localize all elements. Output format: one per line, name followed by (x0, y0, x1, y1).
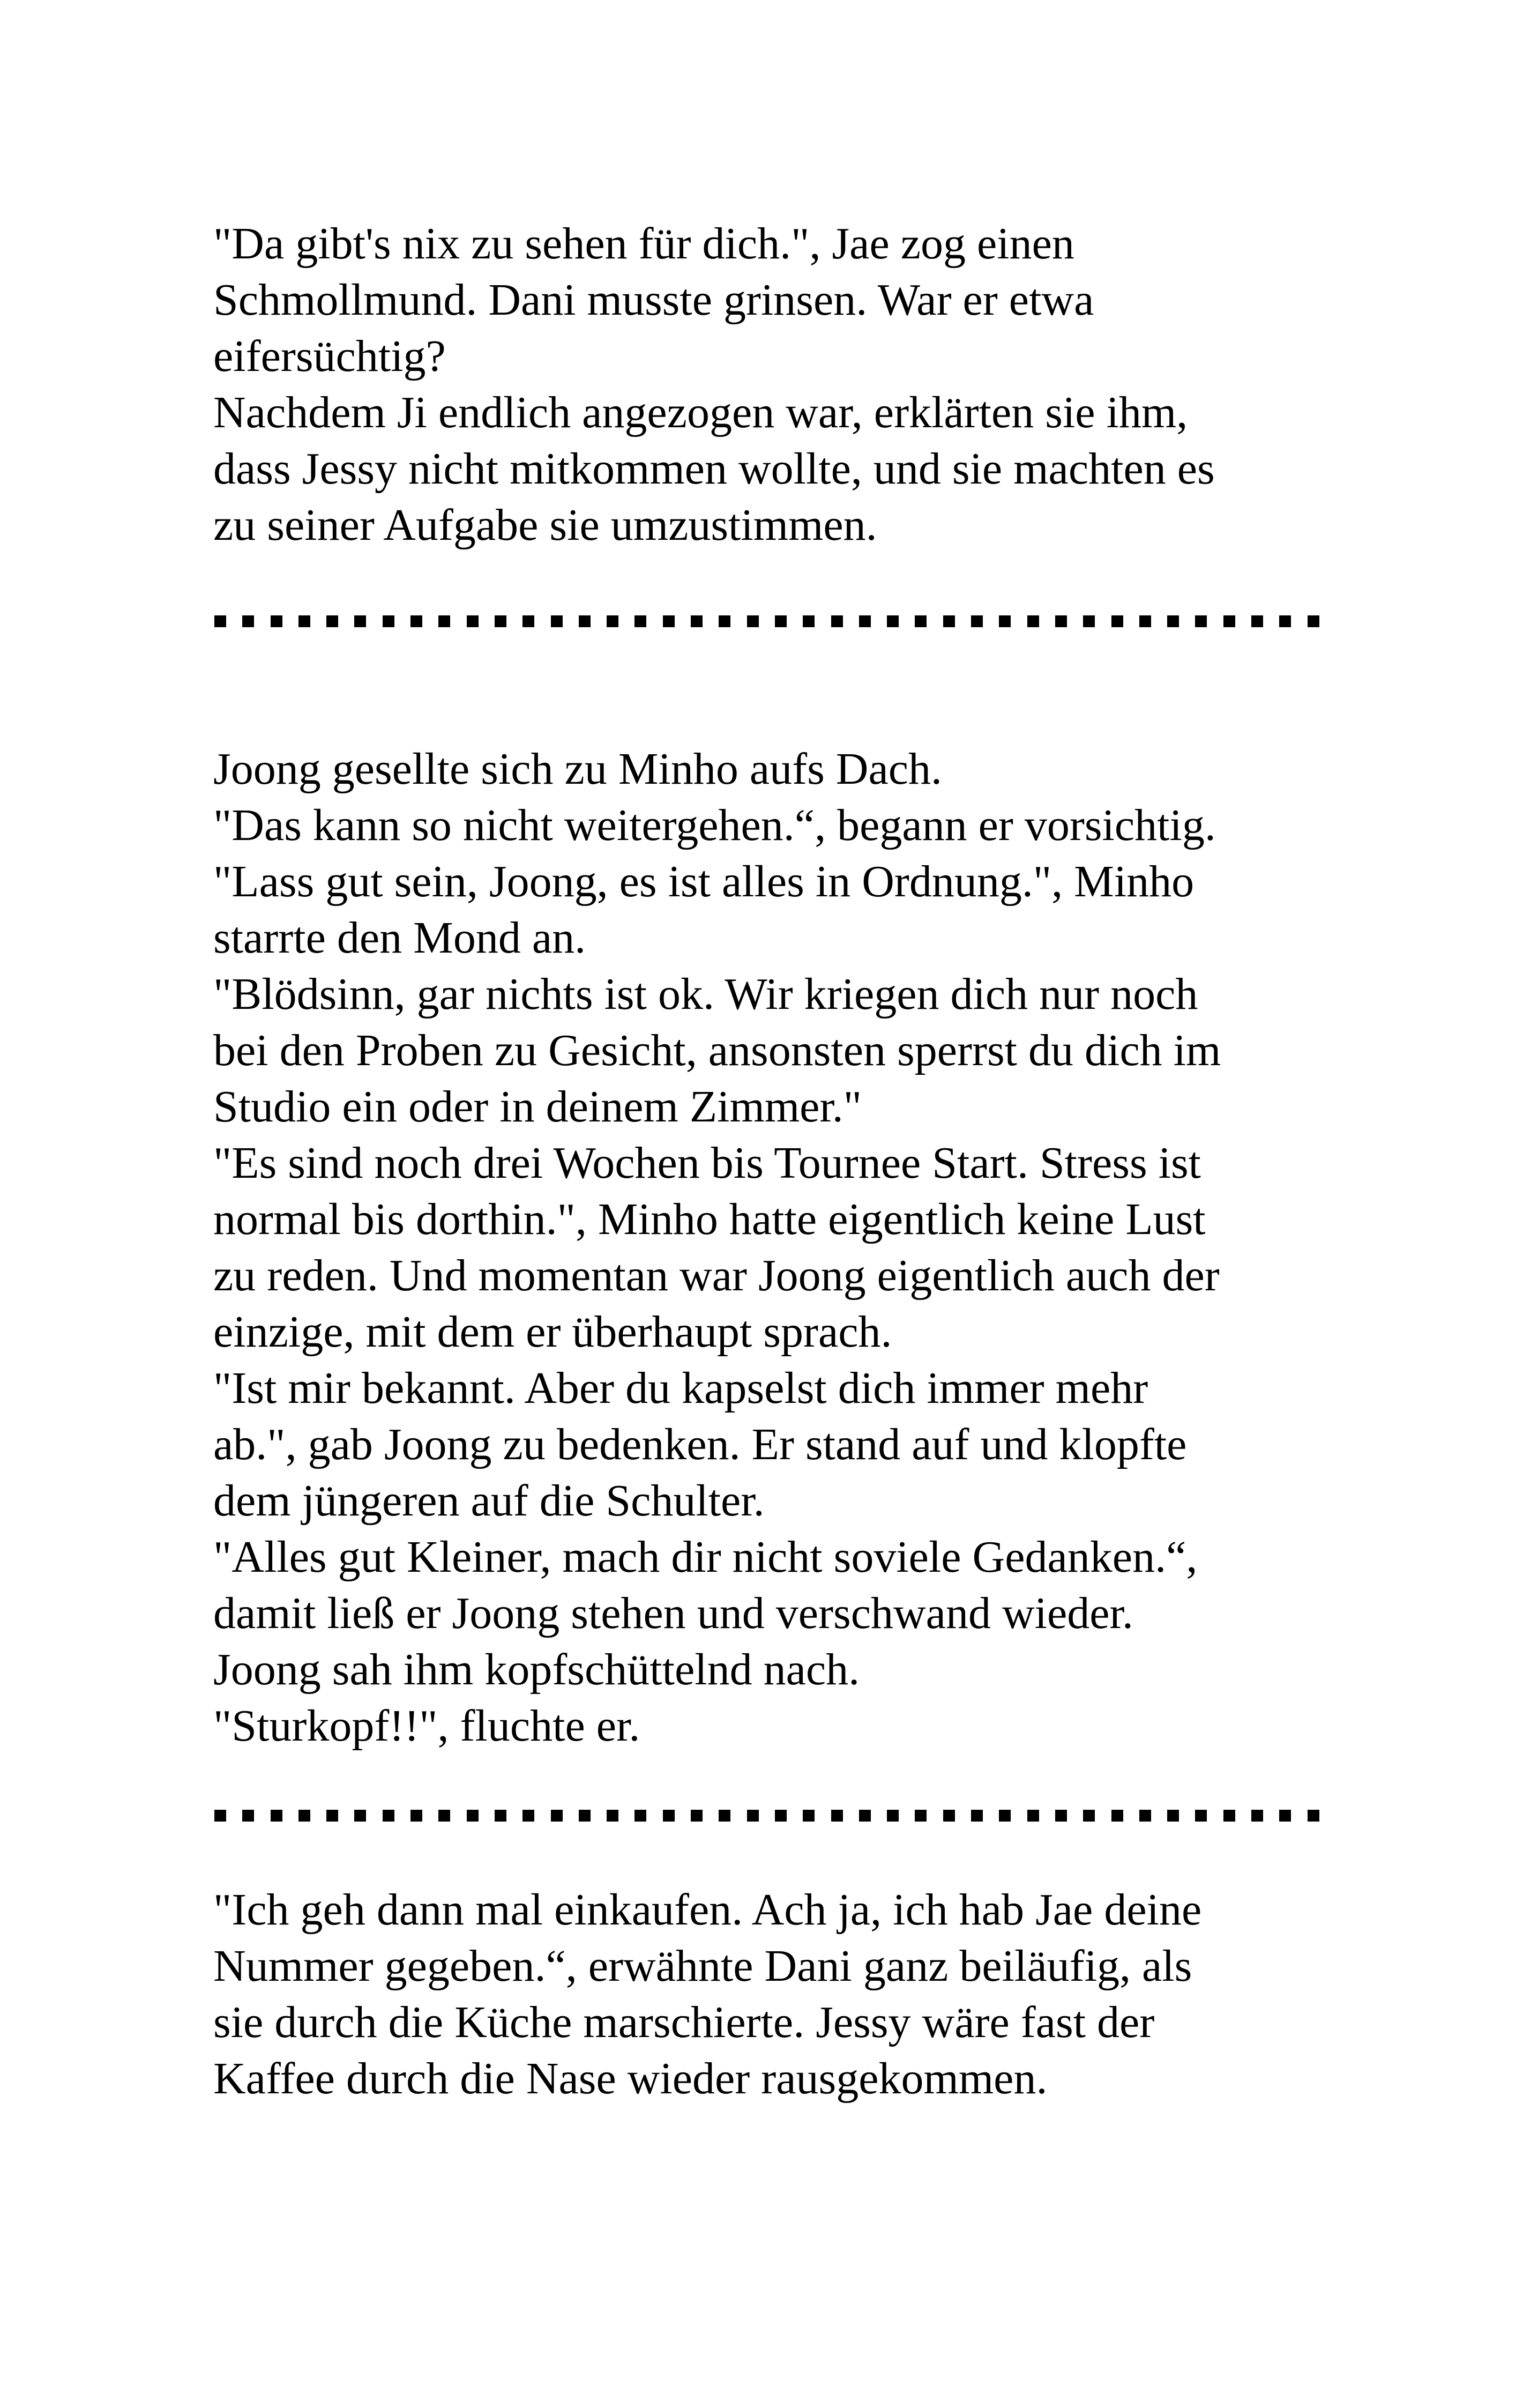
separator-dot (214, 615, 226, 627)
separator-dot (271, 615, 282, 627)
separator-dot (1139, 615, 1151, 627)
text-line: dem jüngeren auf die Schulter. (213, 1476, 765, 1526)
separator-dot (551, 615, 563, 627)
text-line: einzige, mit dem er überhaupt sprach. (213, 1307, 892, 1357)
separator-dot (831, 1810, 843, 1822)
separator-dot (551, 1810, 563, 1822)
separator-dot (1195, 1810, 1207, 1822)
separator-dot (242, 1810, 254, 1822)
separator-dot (495, 1810, 506, 1822)
separator-dot (298, 1810, 310, 1822)
separator-dot (915, 1810, 927, 1822)
separator-dot (607, 615, 618, 627)
separator-dot (1308, 1810, 1319, 1822)
separator-dot (383, 1810, 394, 1822)
separator-dot (775, 615, 787, 627)
separator-dot (438, 1810, 450, 1822)
text-line: dass Jessy nicht mitkommen wollte, und sie machten es (213, 444, 1215, 494)
text-section-3 (213, 1882, 1360, 2107)
separator-dot (663, 1810, 675, 1822)
separator-dot (691, 615, 703, 627)
text-line: normal bis dorthin.", Minho hatte eigentlich keine Lust (213, 1194, 1206, 1244)
separator-dot (1027, 615, 1039, 627)
separator-dot (971, 1810, 983, 1822)
separator-dot (803, 615, 815, 627)
separator-dot (943, 615, 955, 627)
separator-dot (747, 615, 759, 627)
section-separator (214, 1810, 1319, 1822)
separator-dot (1223, 1810, 1235, 1822)
separator-dot (1279, 1810, 1291, 1822)
text-line: Nachdem Ji endlich angezogen war, erklärten sie ihm, (213, 388, 1188, 437)
text-line: zu reden. Und momentan war Joong eigentlich auch der (213, 1251, 1220, 1300)
separator-dot (1308, 615, 1319, 627)
separator-dot (410, 1810, 422, 1822)
separator-dot (1027, 1810, 1039, 1822)
separator-dot (579, 1810, 591, 1822)
text-line: damit ließ er Joong stehen und verschwand wieder. (213, 1588, 1133, 1638)
separator-dot (1111, 1810, 1123, 1822)
text-line: Joong gesellte sich zu Minho aufs Dach. (213, 744, 943, 794)
separator-dot (354, 615, 366, 627)
text-line: "Das kann so nicht weitergehen.“, begann er vorsichtig. (213, 800, 1216, 850)
separator-dot (915, 615, 927, 627)
separator-dot (1083, 1810, 1095, 1822)
separator-dot (971, 615, 983, 627)
text-line: "Ist mir bekannt. Aber du kapselst dich immer mehr (213, 1363, 1148, 1413)
separator-dot (1055, 615, 1067, 627)
text-line: ab.", gab Joong zu bedenken. Er stand auf und klopfte (213, 1419, 1187, 1469)
text-line: Studio ein oder in deinem Zimmer." (213, 1082, 862, 1132)
separator-dot (803, 1810, 815, 1822)
separator-dot (1167, 615, 1179, 627)
separator-dot (579, 615, 591, 627)
separator-dot (522, 1810, 534, 1822)
separator-dot (326, 615, 338, 627)
separator-dot (410, 615, 422, 627)
text-line: "Da gibt's nix zu sehen für dich.", Jae zog einen (213, 219, 1074, 269)
separator-dot (271, 1810, 282, 1822)
separator-dot (999, 615, 1011, 627)
separator-dot (1111, 615, 1123, 627)
separator-dot (1251, 615, 1263, 627)
separator-dot (1139, 1810, 1151, 1822)
separator-dot (831, 615, 843, 627)
separator-dot (467, 615, 479, 627)
separator-dot (242, 615, 254, 627)
separator-dot (383, 615, 394, 627)
separator-dot (1055, 1810, 1067, 1822)
text-line: Kaffee durch die Nase wieder rausgekommen. (213, 2054, 1048, 2104)
separator-dot (1279, 615, 1291, 627)
separator-dot (298, 615, 310, 627)
separator-dot (1195, 615, 1207, 627)
separator-dot (1083, 615, 1095, 627)
separator-dot (663, 615, 675, 627)
separator-dot (438, 615, 450, 627)
separator-dot (859, 1810, 871, 1822)
text-line: zu seiner Aufgabe sie umzustimmen. (213, 500, 877, 550)
section-separator (214, 615, 1319, 627)
text-line: "Sturkopf!!", fluchte er. (213, 1701, 640, 1751)
separator-dot (747, 1810, 759, 1822)
text-line: eifersüchtig? (213, 331, 446, 381)
separator-dot (1223, 615, 1235, 627)
separator-dot (775, 1810, 787, 1822)
separator-dot (634, 615, 646, 627)
separator-dot (326, 1810, 338, 1822)
text-line: Joong sah ihm kopfschüttelnd nach. (213, 1645, 860, 1694)
text-line: starrte den Mond an. (213, 913, 586, 963)
separator-dot (607, 1810, 618, 1822)
separator-dot (719, 1810, 730, 1822)
separator-dot (1167, 1810, 1179, 1822)
separator-dot (214, 1810, 226, 1822)
text-line: bei den Proben zu Gesicht, ansonsten sperrst du dich im (213, 1025, 1221, 1075)
separator-dot (719, 615, 730, 627)
separator-dot (354, 1810, 366, 1822)
text-line: sie durch die Küche marschierte. Jessy wäre fast der (213, 1997, 1155, 2047)
separator-dot (522, 615, 534, 627)
separator-dot (1251, 1810, 1263, 1822)
text-line: Schmollmund. Dani musste grinsen. War er etwa (213, 275, 1094, 325)
separator-dot (887, 1810, 899, 1822)
text-line: "Blödsinn, gar nichts ist ok. Wir kriegen dich nur noch (213, 969, 1198, 1019)
separator-dot (495, 615, 506, 627)
text-section-2 (213, 741, 1360, 1754)
separator-dot (634, 1810, 646, 1822)
text-line: "Lass gut sein, Joong, es ist alles in Ordnung.", Minho (213, 857, 1194, 906)
text-section-1 (213, 215, 1360, 553)
separator-dot (859, 615, 871, 627)
text-line: "Alles gut Kleiner, mach dir nicht soviele Gedanken.“, (213, 1532, 1198, 1582)
separator-dot (887, 615, 899, 627)
text-line: "Es sind noch drei Wochen bis Tournee Start. Stress ist (213, 1138, 1201, 1188)
separator-dot (999, 1810, 1011, 1822)
separator-dot (467, 1810, 479, 1822)
separator-dot (943, 1810, 955, 1822)
text-line: Nummer gegeben.“, erwähnte Dani ganz beiläufig, als (213, 1941, 1192, 1991)
text-line: "Ich geh dann mal einkaufen. Ach ja, ich hab Jae deine (213, 1885, 1202, 1935)
separator-dot (691, 1810, 703, 1822)
